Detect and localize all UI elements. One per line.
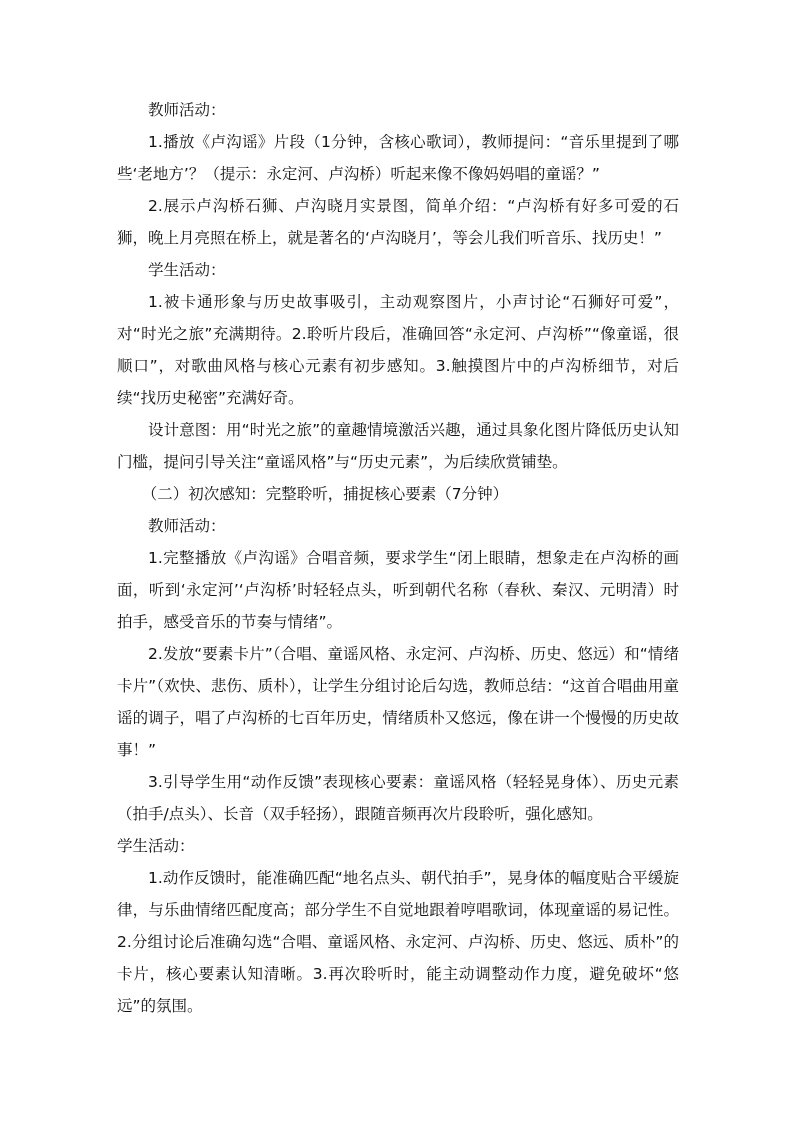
student-activity-heading: 学生活动： (148, 261, 226, 279)
teacher-activity-heading: 教师活动： (148, 101, 226, 119)
student-activity-heading-2: 学生活动： (117, 837, 195, 855)
student-activity-text: 1.被卡通形象与历史故事吸引，主动观察图片，小声讨论“石狮好可爱”，对“时光之旅”充满期待。2.聆听片段后，准确回答“永定河、卢沟桥”“像童谣，很顺口”，对歌曲风格与核心元素有初步感知。3.触摸图片中的卢沟桥细节，对后续“找历史秘密”充满好奇。 (117, 293, 679, 407)
teacher-activity-item-1: 1.播放《卢沟谣》片段（1分钟，含核心歌词），教师提问：“音乐里提到了哪些‘老地方’？（提示：永定河、卢沟桥）听起来像不像妈妈唱的童谣？” (117, 133, 679, 183)
design-intent: 设计意图：用“时光之旅”的童趣情境激活兴趣，通过具象化图片降低历史认知门槛，提问引导关注“童谣风格”与“历史元素”，为后续欣赏铺垫。 (117, 421, 679, 471)
teacher-activity-item-2-3: 3.引导学生用“动作反馈”表现核心要素：童谣风格（轻轻晃身体）、历史元素（拍手/点头）、长音（双手轻扬），跟随音频再次片段聆听，强化感知。 (117, 773, 679, 823)
teacher-activity-item-2-2: 2.发放“要素卡片”（合唱、童谣风格、永定河、卢沟桥、历史、悠远）和“情绪卡片”（欢快、悲伤、质朴），让学生分组讨论后勾选，教师总结：“这首合唱曲用童谣的调子，唱了卢沟桥的七百年历史，情绪质朴又悠远，像在讲一个慢慢的历史故事！” (117, 645, 679, 759)
student-activity-text-2: 1.动作反馈时，能准确匹配“地名点头、朝代拍手”，晃身体的幅度贴合平缓旋律，与乐曲情绪匹配度高；部分学生不自觉地跟着哼唱歌词，体现童谣的易记性。2.分组讨论后准确勾选“合唱、童谣风格、永定河、卢沟桥、历史、悠远、质朴”的卡片，核心要素认知清晰。3.再次聆听时，能主动调整动作力度，避免破坏“悠远”的氛围。 (117, 869, 679, 1015)
teacher-activity-heading-2: 教师活动： (148, 517, 226, 535)
teacher-activity-item-2-1: 1.完整播放《卢沟谣》合唱音频，要求学生“闭上眼睛，想象走在卢沟桥的画面，听到‘永定河’‘卢沟桥’时轻轻点头，听到朝代名称（春秋、秦汉、元明清）时拍手，感受音乐的节奏与情绪”。 (117, 549, 679, 631)
teacher-activity-item-2: 2.展示卢沟桥石狮、卢沟晓月实景图，简单介绍：“卢沟桥有好多可爱的石狮，晚上月亮照在桥上，就是著名的‘卢沟晓月’，等会儿我们听音乐、找历史！” (117, 197, 679, 247)
section-2-title: （二）初次感知：完整聆听，捕捉核心要素（7分钟） (141, 485, 509, 503)
document-body (117, 94, 679, 1022)
